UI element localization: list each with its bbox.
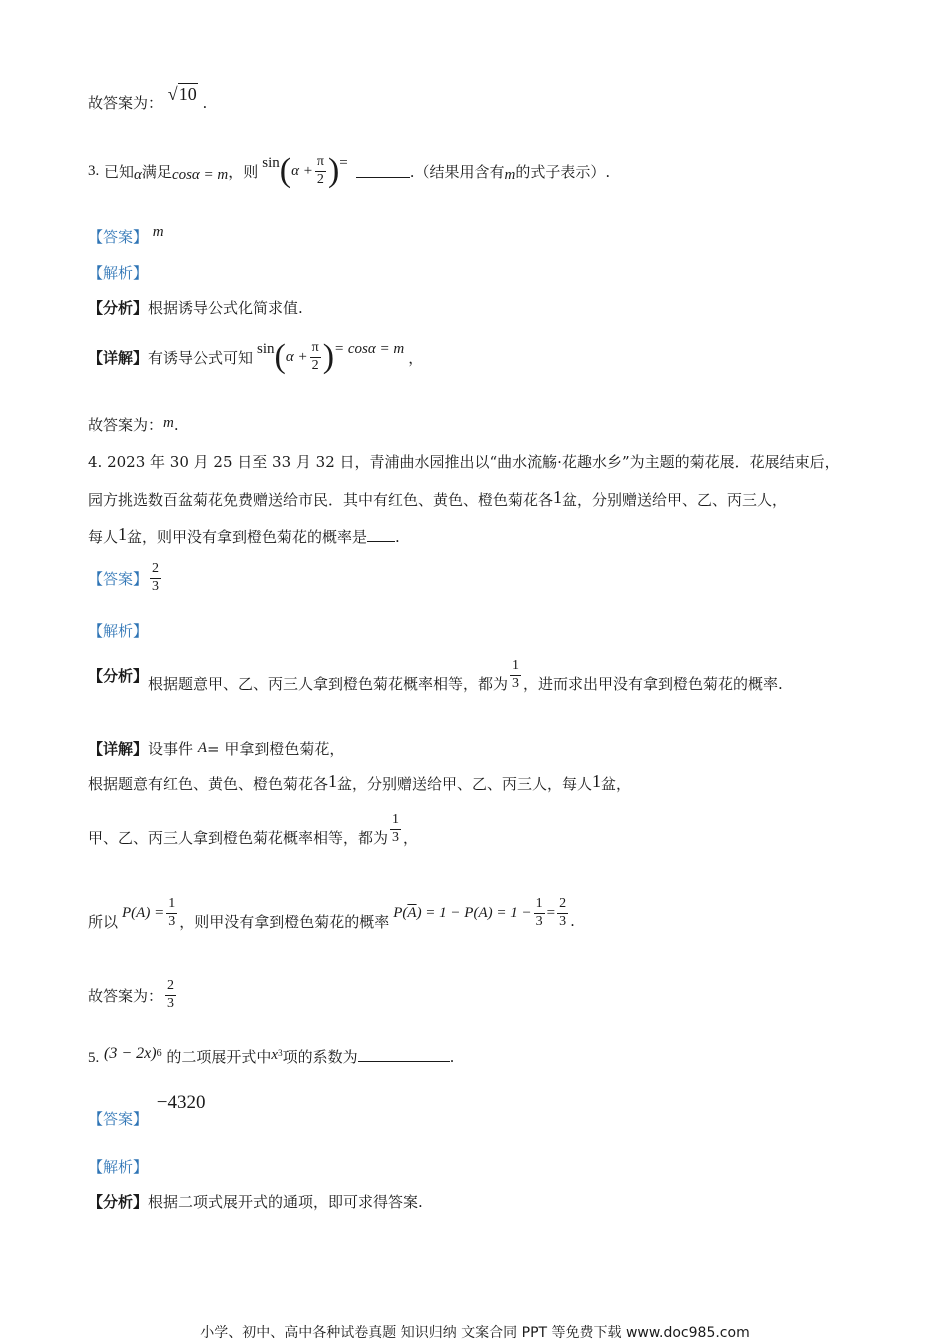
question-5: 5. $(3 - 2x)^6$ 的二项展开式中$x^3$项的系数为 . (88, 1045, 455, 1066)
answer-label: 故答案为： (88, 94, 164, 112)
q5-analysis-tag: 【解析】 (88, 1158, 149, 1176)
q2-final-answer: 故答案为： √10 . (88, 84, 208, 112)
question-4-line-3: 每人1盆，则甲没有拿到橙色菊花的概率是 . (88, 524, 400, 546)
question-4-line-1: 4. 2023 年 30 月 25 日至 33 月 32 日，青浦曲水园推出以“曲水流觞·花趣水乡”为主题的菊花展．花展结束后， (88, 453, 840, 471)
q3-final-answer: 故答案为：m. (88, 415, 179, 434)
q4-analysis-tag: 【解析】 (88, 622, 149, 640)
q4-xiangjie-line-3: 甲、乙、丙三人拿到橙色菊花概率相等，都为 $\frac{1}{3}$ ， (88, 812, 419, 847)
q5-answer: 【答案】 −4320 (88, 1092, 206, 1128)
question-3: 3. 已知 α 满足 cosα = m ，则 sin ( α + $\frac{\pi}{2}$ ) = .（结果用含有 m 的式子表示）. (88, 152, 611, 189)
q3-analysis-tag: 【解析】 (88, 264, 149, 282)
answer-tag: 【答案】 (88, 228, 149, 246)
q3-answer: 【答案】 m (88, 224, 164, 246)
pi-over-2: $\frac{\pi}{2}$ (316, 154, 324, 187)
q4-xiangjie-line-4: 所以 P(A) = $\frac{1}{3}$ ，则甲没有拿到橙色菊花的概率 P( $\overline{A}$ ) = 1 − P(A) = 1 − $\frac{1}{3}$ = $\frac{2}{3}$ . (88, 896, 575, 931)
q3-xiangjie: 【详解】 有诱导公式可知 sin ( α + $\frac{\pi}{2}$ ) = cosα = m ， (88, 338, 424, 375)
sqrt-expression: √10 (167, 84, 197, 104)
page-footer: 小学、初中、高中各种试卷真题 知识归纳 文案合同 PPT 等免费下载 www.doc985.com (200, 1325, 750, 1341)
question-4-line-2: 园方挑选数百盆菊花免费赠送给市民．其中有红色、黄色、橙色菊花各1盆，分别赠送给甲、乙、丙三人， (88, 487, 788, 509)
answer-blank (367, 541, 395, 542)
q4-final-answer: 故答案为： $\frac{2}{3}$ (88, 978, 175, 1011)
fraction: $\frac{2}{3}$ (152, 561, 160, 594)
q3-fenxi: 【分析】根据诱导公式化简求值. (88, 299, 303, 317)
q4-answer: 【答案】 $\frac{2}{3}$ (88, 561, 160, 594)
q5-fenxi: 【分析】根据二项式展开式的通项，即可求得答案. (88, 1193, 423, 1211)
q4-xiangjie-line-1: 【详解】设事件 A= 甲拿到橙色菊花， (88, 740, 345, 758)
answer-blank (358, 1061, 450, 1062)
answer-blank (356, 177, 410, 178)
q4-xiangjie-line-2: 根据题意有红色、黄色、橙色菊花各1盆，分别赠送给甲、乙、丙三人，每人1盆， (88, 771, 632, 793)
q4-fenxi: 【分析】 根据题意甲、乙、丙三人拿到橙色菊花概率相等，都为 $\frac{1}{3}$ ，进而求出甲没有拿到橙色菊花的概率. (88, 658, 783, 693)
